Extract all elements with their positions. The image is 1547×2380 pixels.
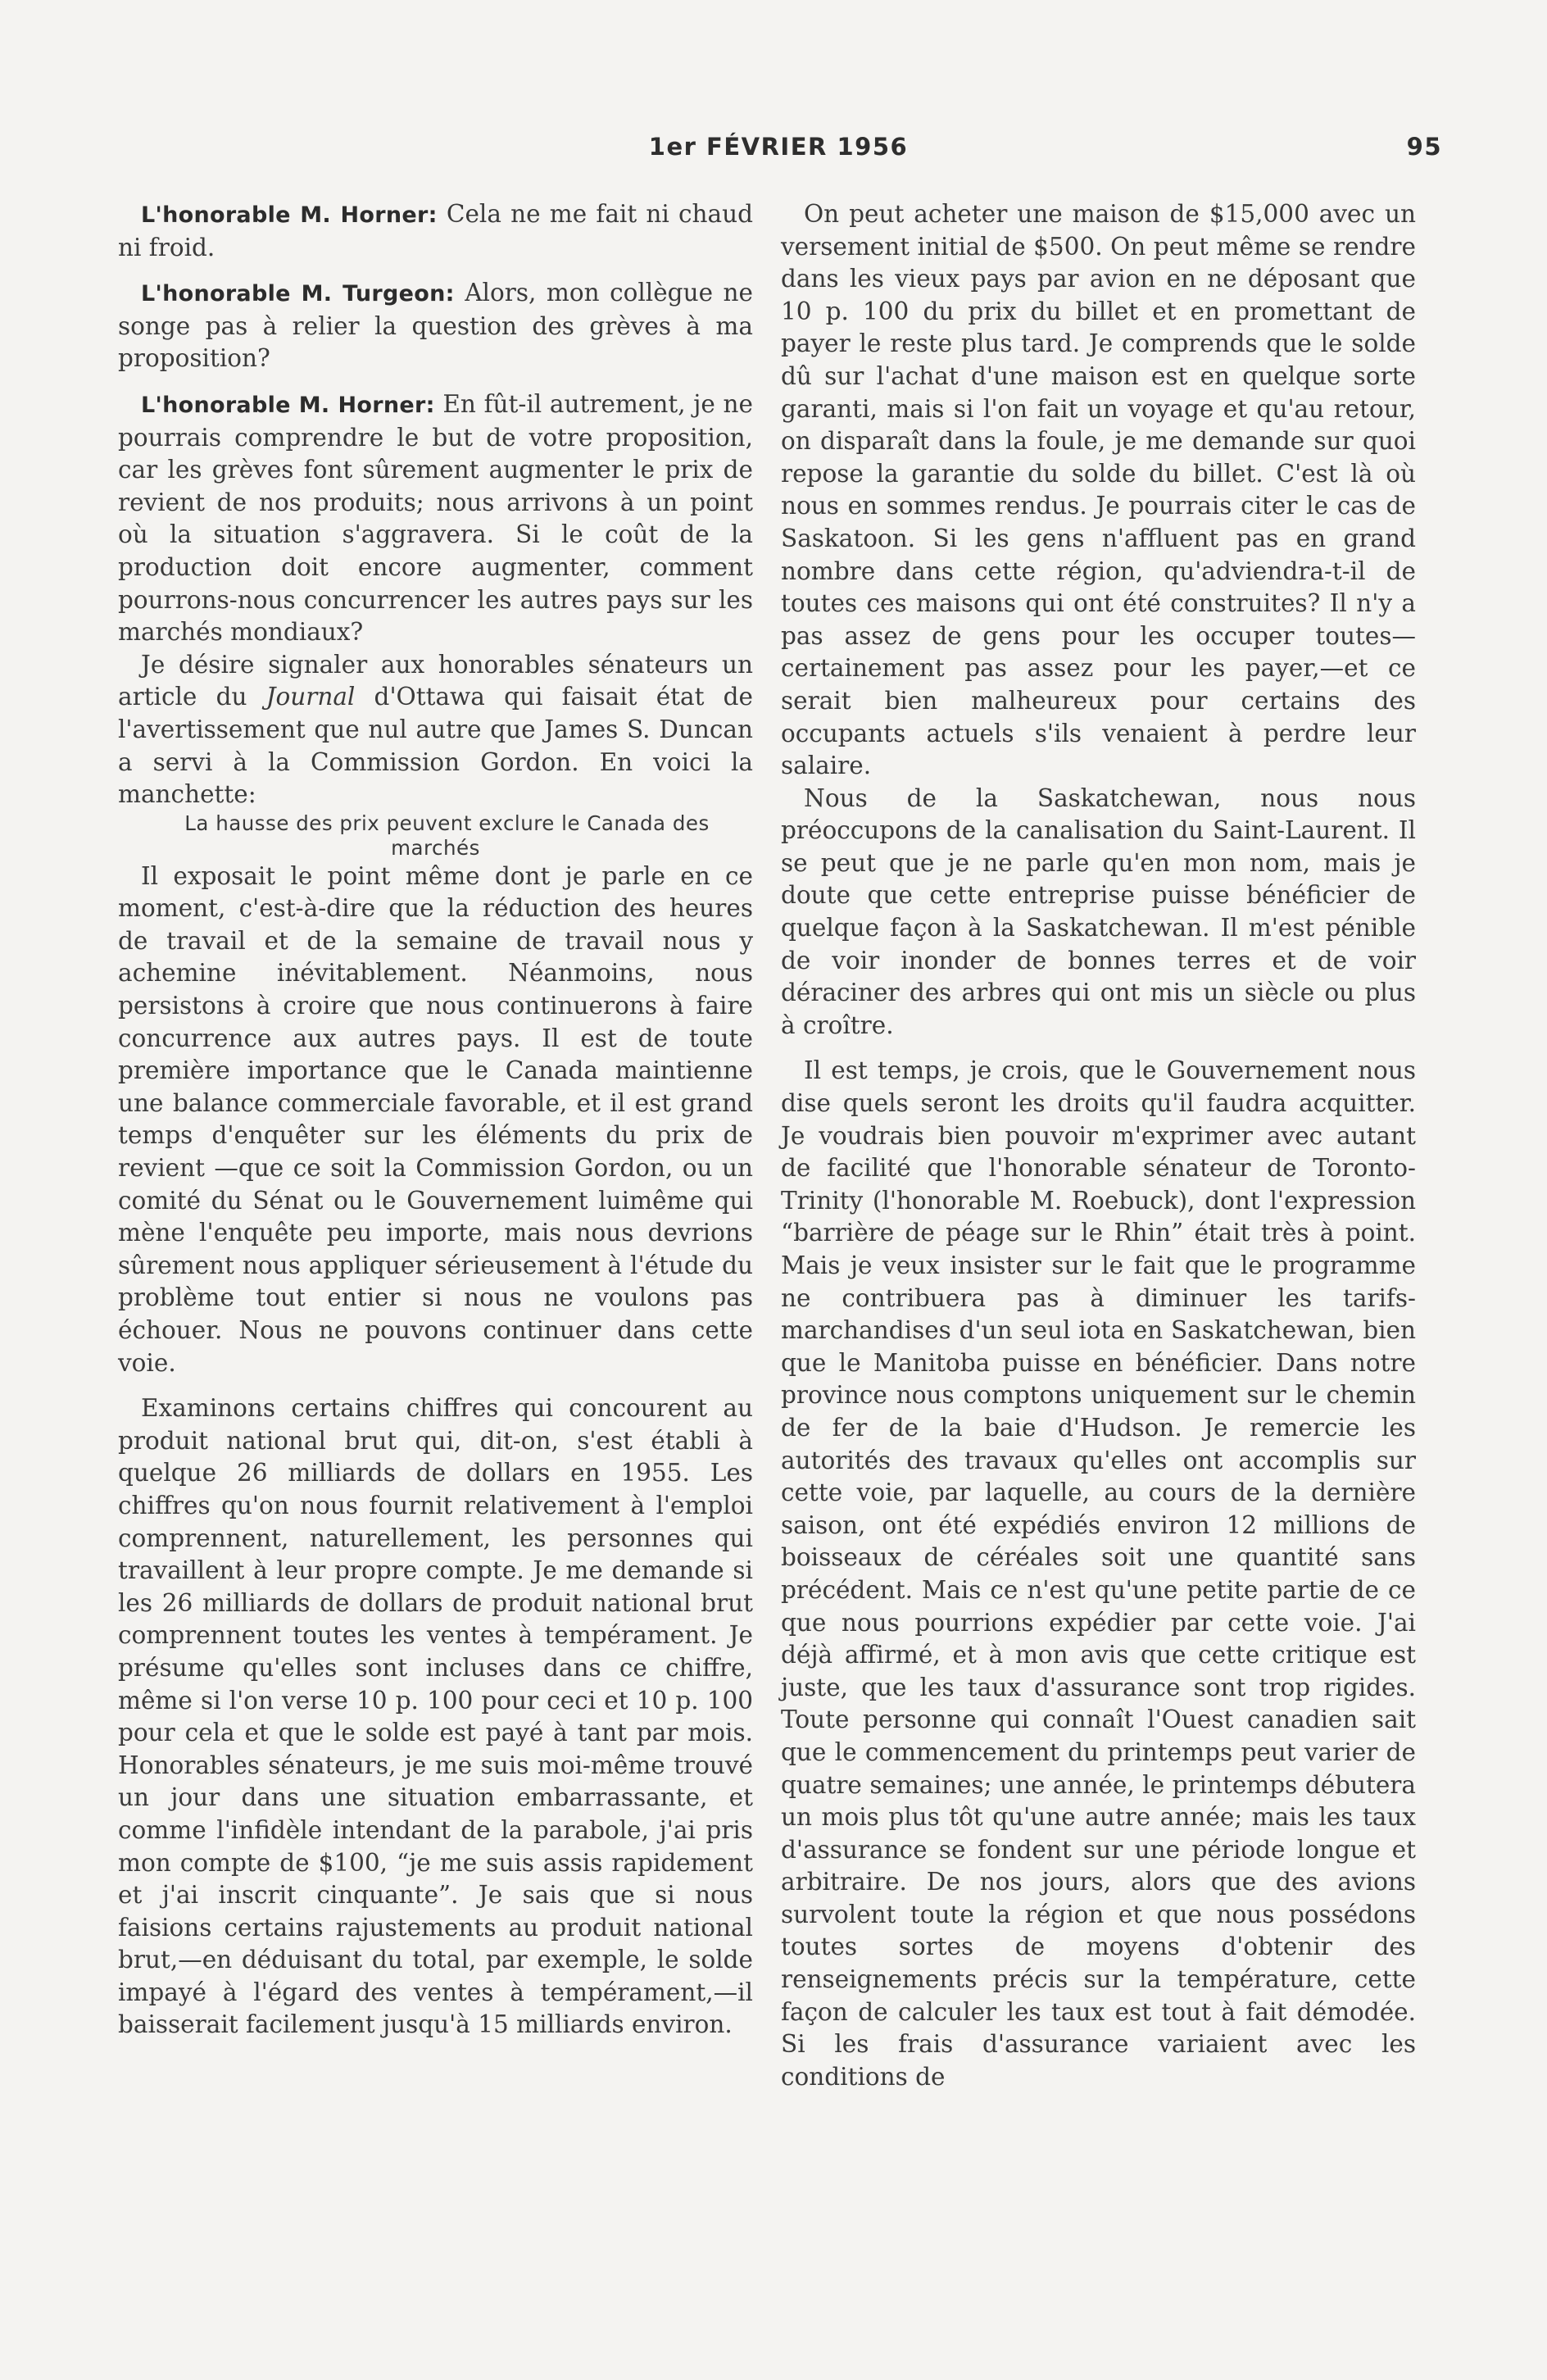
right-column: [781, 198, 1416, 2093]
paragraph-text: En fût-il autrement, je ne pourrais comprendre le but de votre proposition, car les grèves font sûrement augmenter le prix de revient de nos produits; nous arrivons à un point où la situation s'aggravera. Si le coût de la production doit encore augmenter, comment pourrons-nous concurrencer les autres pays sur les marchés mondiaux?: [118, 389, 753, 647]
paragraph: [118, 198, 753, 264]
paragraph: Il exposait le point même dont je parle en ce moment, c'est-à-dire que la réduction des heures de travail et de la semaine de travail nous y achemine inévitablement. Néanmoins, nous persistons à croire que nous continuerons à faire concurrence aux autres pays. Il est de toute première importance que le Canada maintienne une balance commerciale favorable, et il est grand temps d'enquêter sur les éléments du prix de revient —que ce soit la Commission Gordon, ou un comité du Sénat ou le Gouvernement luimême qui mène l'enquête peu importe, mais nous devrions sûrement nous appliquer sérieusement à l'étude du problème tout entier si nous ne voulons pas échouer. Nous ne pouvons continuer dans cette voie.: [118, 861, 753, 1377]
paragraph: [118, 649, 753, 811]
page-number: 95: [1406, 133, 1442, 161]
paragraph-text: Cela ne me fait ni chaud ni froid.: [118, 200, 753, 261]
paragraph-text: Je désire signaler aux honorables sénateurs un article du: [118, 650, 753, 711]
left-column: [118, 198, 753, 2042]
speaker-name: L'honorable M. Turgeon:: [141, 281, 455, 307]
page-header: [115, 133, 1442, 174]
paragraph: On peut acheter une maison de $15,000 avec un versement initial de $500. On peut même se rendre dans les vieux pays par avion en ne déposant que 10 p. 100 du prix du billet et en promettant de payer le reste plus tard. Je comprends que le solde dû sur l'achat d'une maison est en quelque sorte garanti, mais si l'on fait un voyage et qu'au retour, on disparaît dans la foule, je me demande sur quoi repose la garantie du solde du billet. C'est là où nous en sommes rendus. Je pourrais citer le cas de Saskatoon. Si les gens n'affluent pas en grand nombre dans cette région, qu'adviendra-t-il de toutes ces maisons qui ont été construites? Il n'y a pas assez de gens pour les occuper toutes—certainement pas assez pour les payer,—et ce serait bien malheureux pour certains des occupants actuels s'ils venaient à perdre leur salaire.: [781, 200, 1416, 780]
paragraph: [118, 277, 753, 375]
paragraph: [118, 388, 753, 649]
speaker-name: L'honorable M. Horner:: [141, 202, 438, 228]
quoted-headline: La hausse des prix peuvent exclure le Canada des marchés: [184, 811, 710, 860]
paragraph-text: d'Ottawa qui faisait état de l'avertissement que nul autre que James S. Duncan a servi à la Commission Gordon. En voici la manchette:: [118, 683, 753, 809]
header-date: 1er FÉVRIER 1956: [648, 133, 909, 161]
paragraph: Il est temps, je crois, que le Gouvernement nous dise quels seront les droits qu'il faudra acquitter. Je voudrais bien pouvoir m'exprimer avec autant de facilité que l'honorable sénateur de Toronto-Trinity (l'honorable M. Roebuck), dont l'expression “barrière de péage sur le Rhin” était très à point. Mais je veux insister sur le fait que le programme ne contribuera pas à diminuer les tarifs-marchandises d'un seul iota en Saskatchewan, bien que le Manitoba puisse en bénéficier. Dans notre province nous comptons uniquement sur le chemin de fer de la baie d'Hudson. Je remercie les autorités des travaux qu'elles ont accomplis sur cette voie, par laquelle, au cours de la dernière saison, ont été expédiés environ 12 millions de boisseaux de céréales soit une quantité sans précédent. Mais ce n'est qu'une petite partie de ce que nous pourrions expédier par cette voie. J'ai déjà affirmé, et à mon avis que cette critique est juste, que les taux d'assurance sont trop rigides. Toute personne qui connaît l'Ouest canadien sait que le commencement du printemps peut varier de quatre semaines; une année, le printemps débutera un mois plus tôt qu'une autre année; mais les taux d'assurance se fondent sur une période longue et arbitraire. De nos jours, alors que des avions survolent toute la région et que nous possédons toutes sortes de moyens d'obtenir des renseignements précis sur la température, cette façon de calculer les taux est tout à fait démodée. Si les frais d'assurance variaient avec les conditions de: [781, 1056, 1416, 2091]
paragraph: Nous de la Saskatchewan, nous nous préoccupons de la canalisation du Saint-Laurent. Il se peut que je ne parle qu'en mon nom, mais je doute que cette entreprise puisse bénéficier de quelque façon à la Saskatchewan. Il m'est pénible de voir inonder de bonnes terres et de voir déraciner des arbres qui ont mis un siècle ou plus à croître.: [781, 783, 1416, 1039]
newspaper-title: Journal: [265, 683, 356, 711]
paragraph: Examinons certains chiffres qui concourent au produit national brut qui, dit-on, s'est établi à quelque 26 milliards de dollars en 1955. Les chiffres qu'on nous fournit relativement à l'emploi comprennent, naturellement, les personnes qui travaillent à leur propre compte. Je me demande si les 26 milliards de dollars de produit national brut comprennent toutes les ventes à tempérament. Je présume qu'elles sont incluses dans ce chiffre, même si l'on verse 10 p. 100 pour ceci et 10 p. 100 pour cela et que le solde est payé à tant par mois. Honorables sénateurs, je me suis moi-même trouvé un jour dans une situation embarrassante, et comme l'infidèle intendant de la parabole, j'ai pris mon compte de $100, “je me suis assis rapidement et j'ai inscrit cinquante”. Je sais que si nous faisions certains rajustements au produit national brut,—en déduisant du total, par exemple, le solde impayé à l'égard des ventes à tempérament,—il baisserait facilement jusqu'à 15 milliards environ.: [118, 1394, 753, 2039]
speaker-name: L'honorable M. Horner:: [141, 392, 435, 418]
paragraph-text: Alors, mon collègue ne songe pas à relier la question des grèves à ma proposition?: [118, 279, 753, 373]
